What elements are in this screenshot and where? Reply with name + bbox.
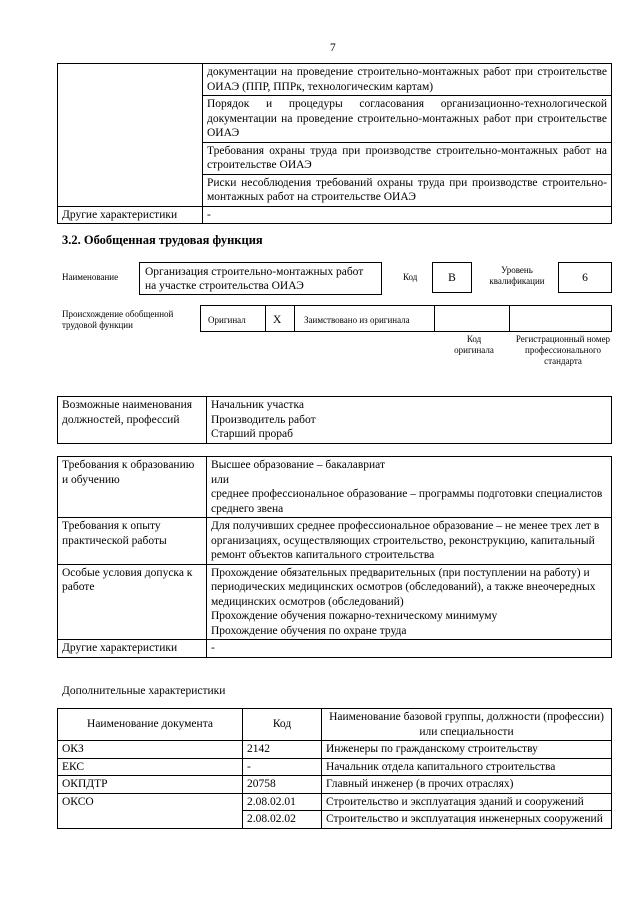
reg-caption: Регистрационный номер профессионального стандарта — [515, 334, 611, 366]
code-cell: 2.08.02.02 — [243, 811, 322, 829]
requirement-line: Высшее образование – бакалавриат — [211, 459, 385, 471]
admission-values — [207, 564, 612, 640]
experience-values — [207, 518, 612, 565]
education-values — [207, 457, 612, 518]
table-row — [58, 741, 612, 759]
table-row — [58, 64, 612, 96]
requirement-line: или — [211, 473, 230, 486]
doc-cell: ЕКС — [58, 758, 243, 776]
doc-cell: ОКПДТР — [58, 776, 243, 794]
section-title: 3.2. Обобщенная трудовая функция — [62, 233, 263, 247]
code-caption: Код оригинала — [454, 334, 494, 355]
additional-table — [57, 708, 612, 829]
divider — [265, 305, 266, 332]
name-cell: Инженеры по гражданскому строительству — [322, 741, 612, 759]
requirement-line: Прохождение обучения по охране труда — [211, 624, 407, 637]
education-label: Требования к образованию и обучению — [58, 457, 207, 518]
table-header-row — [58, 709, 612, 741]
other-value: - — [207, 640, 612, 658]
table-row — [58, 640, 612, 658]
original-label: Оригинал — [208, 315, 246, 325]
additional-title: Дополнительные характеристики — [62, 685, 226, 697]
code-label: Код — [403, 272, 418, 282]
requirement-line: Прохождение обязательных предварительных (при поступлении на работу) и периодических медицинских осмотров (обследований), а также внеочередных медицинских осмотров (обследований) — [211, 566, 596, 608]
other-label: Другие характеристики — [58, 206, 203, 224]
position-item: Начальник участка — [211, 399, 304, 411]
code-value: B — [432, 262, 472, 293]
position-item: Производитель работ — [211, 413, 316, 426]
knowledge-cell: Риски несоблюдения требований охраны труда при производстве строительно-монтажных работ на строительстве ОИАЭ — [203, 174, 612, 206]
col-header-name: Наименование базовой группы, должности (профессии) или специальности — [322, 709, 612, 741]
table-row — [58, 397, 612, 444]
col-header-document: Наименование документа — [58, 709, 243, 741]
positions-table — [57, 396, 612, 444]
col-header-code: Код — [243, 709, 322, 741]
table-row — [58, 518, 612, 565]
positions-label: Возможные наименования должностей, профессий — [58, 397, 207, 444]
divider — [294, 305, 295, 332]
page-number: 7 — [330, 42, 336, 54]
original-mark: X — [273, 314, 282, 326]
code-cell: 20758 — [243, 776, 322, 794]
doc-cell: ОКСО — [58, 793, 243, 828]
knowledge-cell: Порядок и процедуры согласования организационно-технологической документации на проведение строительно-монтажных работ при строительстве ОИАЭ — [203, 96, 612, 143]
table-row — [58, 206, 612, 224]
table-row — [58, 457, 612, 518]
knowledge-cell: Требования охраны труда при производстве строительно-монтажных работ на строительстве ОИАЭ — [203, 142, 612, 174]
position-item: Старший прораб — [211, 428, 293, 440]
other-value: - — [203, 206, 612, 224]
requirement-line: Прохождение обучения пожарно-техническому минимуму — [211, 610, 498, 622]
name-cell: Строительство и эксплуатация инженерных сооружений — [322, 811, 612, 829]
admission-label: Особые условия допуска к работе — [58, 564, 207, 640]
requirement-line: Для получивших среднее профессиональное образование – не менее трех лет в организациях, осуществляющих строительство, реконструкцию, капитальный ремонт объектов капитального строительства — [211, 520, 600, 561]
level-label: Уровень квалификации — [489, 265, 545, 286]
table-row — [58, 564, 612, 640]
empty-label-cell — [58, 64, 203, 207]
requirement-line: среднее профессиональное образование – программы подготовки специалистов среднего звена — [211, 488, 603, 515]
table-row — [58, 758, 612, 776]
name-cell: Главный инженер (в прочих отраслях) — [322, 776, 612, 794]
doc-cell: ОКЗ — [58, 741, 243, 759]
knowledge-cell: документации на проведение строительно-монтажных работ при строительстве ОИАЭ (ППР, ППРк, технологическим картам) — [203, 64, 612, 96]
divider — [434, 305, 435, 332]
borrowed-label: Заимствовано из оригинала — [304, 315, 410, 325]
divider — [509, 305, 510, 332]
other-label: Другие характеристики — [58, 640, 207, 658]
code-cell: - — [243, 758, 322, 776]
origin-label: Происхождение обобщенной трудовой функции — [62, 309, 174, 330]
experience-label: Требования к опыту практической работы — [58, 518, 207, 565]
table-row — [58, 776, 612, 794]
table-row — [58, 793, 612, 811]
name-cell: Начальник отдела капитального строительства — [322, 758, 612, 776]
level-value: 6 — [558, 262, 612, 293]
code-cell: 2142 — [243, 741, 322, 759]
requirements-table — [57, 456, 612, 658]
name-value: Организация строительно-монтажных работ на участке строительства ОИАЭ — [139, 262, 382, 295]
name-cell: Строительство и эксплуатация зданий и сооружений — [322, 793, 612, 811]
code-cell: 2.08.02.01 — [243, 793, 322, 811]
name-label: Наименование — [62, 272, 119, 282]
positions-values — [207, 397, 612, 444]
top-table — [57, 63, 612, 224]
